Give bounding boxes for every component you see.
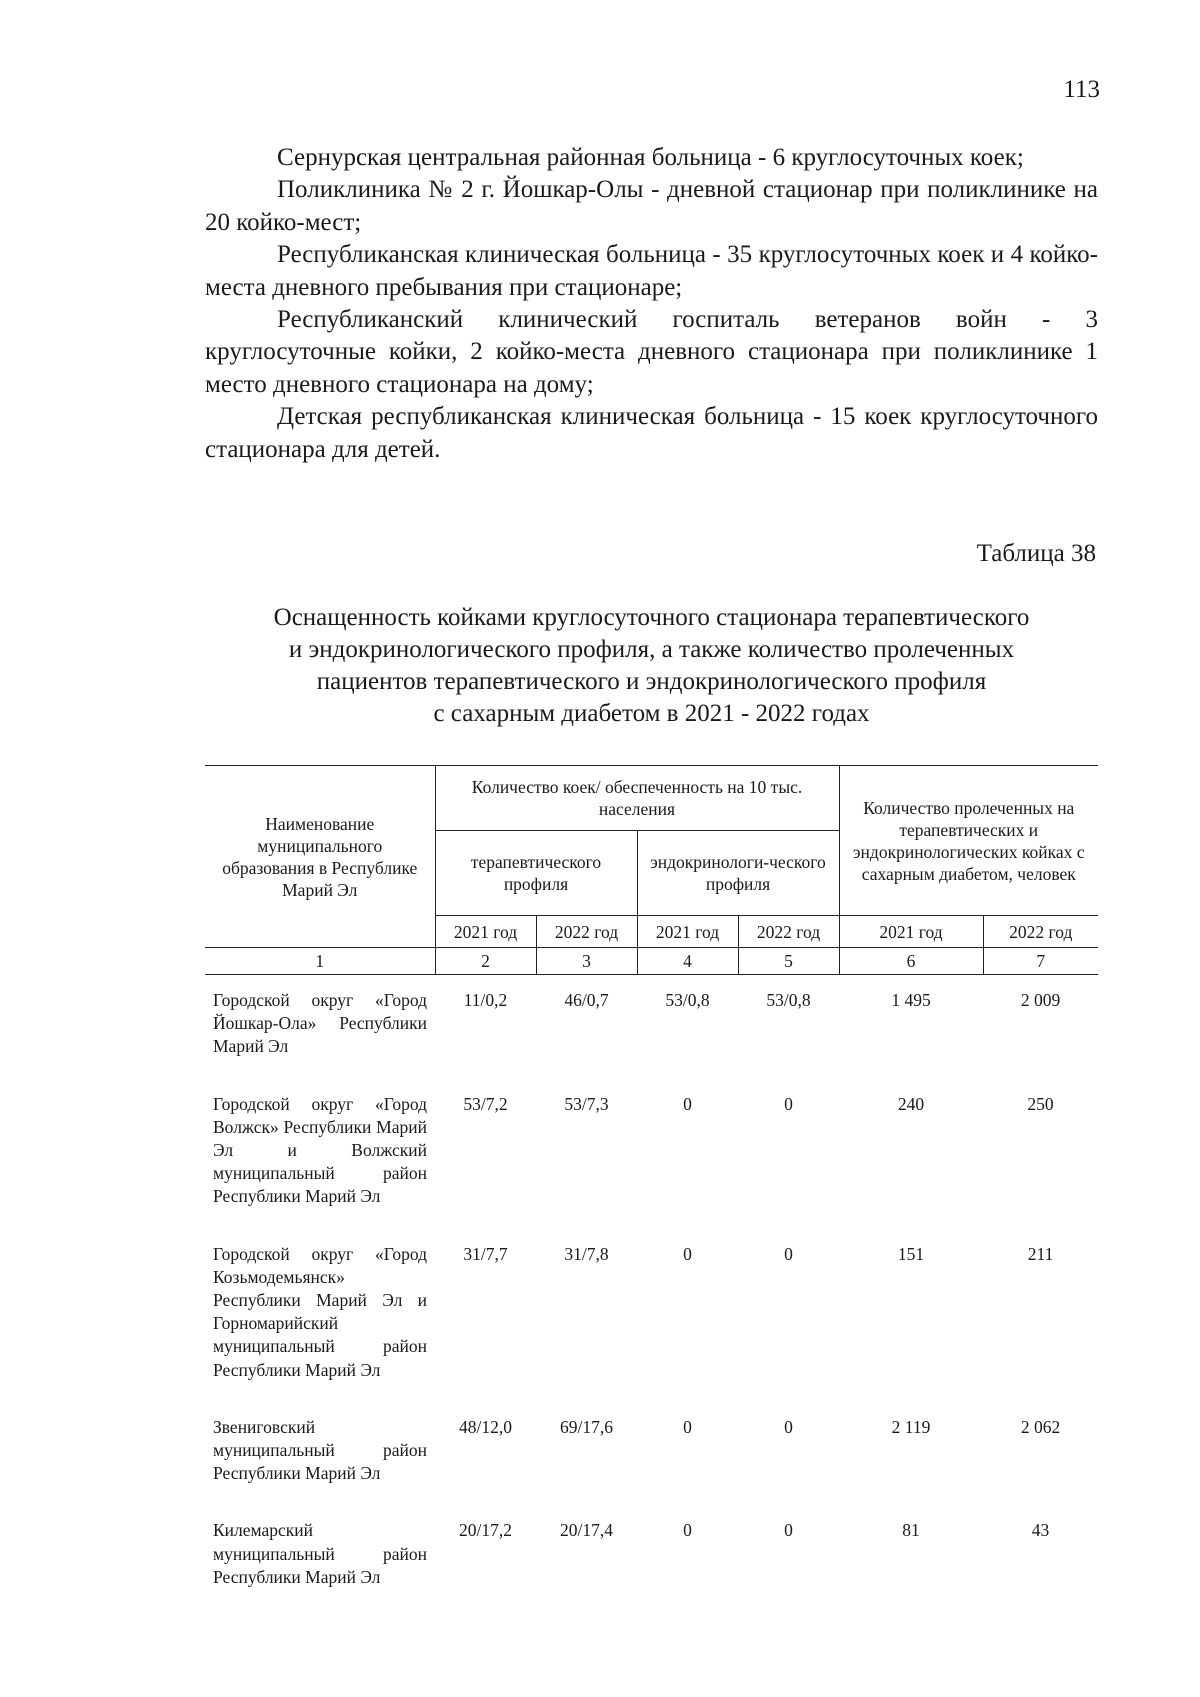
header-therapeutic: терапевтического профиля bbox=[435, 831, 637, 916]
header-year: 2022 год bbox=[738, 916, 839, 948]
header-endocrine: эндокринологи-ческого профиля bbox=[637, 831, 839, 916]
cell-value: 0 bbox=[784, 1416, 793, 1437]
cell-value: 81 bbox=[902, 1520, 920, 1541]
cell-value: 53/0,8 bbox=[665, 990, 710, 1010]
cell-value: 151 bbox=[897, 1243, 925, 1264]
cell-value: 53/7,2 bbox=[463, 1093, 508, 1114]
cell-value: 20/17,4 bbox=[560, 1520, 613, 1541]
paragraph: Сернурская центральная районная больница - 6 круглосуточных коек; bbox=[277, 144, 1024, 171]
table-row bbox=[205, 989, 1098, 1093]
cell-value: 31/7,8 bbox=[564, 1243, 609, 1264]
municipality-name: Звениговский муниципальный район Республики Марий Эл bbox=[213, 1416, 427, 1484]
header-year: 2022 год bbox=[983, 916, 1098, 948]
cell-value: 2 119 bbox=[891, 1416, 931, 1437]
column-number: 1 bbox=[205, 948, 435, 975]
column-number: 6 bbox=[839, 948, 983, 975]
body-text bbox=[205, 142, 1098, 466]
cell-value: 46/0,7 bbox=[564, 990, 609, 1010]
column-number: 5 bbox=[738, 948, 839, 975]
table-title-line: пациентов терапевтического и эндокринологического профиля bbox=[316, 668, 987, 695]
table-row bbox=[205, 1416, 1098, 1520]
cell-value: 11/0,2 bbox=[463, 990, 508, 1010]
column-number: 3 bbox=[536, 948, 637, 975]
municipality-name: Городской округ «Город Волжск» Республики Марий Эл и Волжский муниципальный район Республики Марий Эл bbox=[213, 1093, 427, 1207]
column-number: 7 bbox=[983, 948, 1098, 975]
cell-value: 2 062 bbox=[1020, 1416, 1061, 1437]
cell-value: 69/17,6 bbox=[560, 1416, 613, 1437]
cell-value: 20/17,2 bbox=[459, 1520, 512, 1541]
cell-value: 1 495 bbox=[891, 990, 931, 1010]
cell-value: 250 bbox=[1027, 1093, 1054, 1114]
header-year: 2022 год bbox=[536, 916, 637, 948]
cell-value: 53/0,8 bbox=[766, 990, 811, 1010]
header-year: 2021 год bbox=[435, 916, 536, 948]
header-year: 2021 год bbox=[637, 916, 738, 948]
municipality-name: Килемарский муниципальный район Республики Марий Эл bbox=[213, 1520, 427, 1587]
table-title bbox=[205, 602, 1098, 730]
header-year: 2021 год bbox=[839, 916, 983, 948]
table-title-line: и эндокринологического профиля, а также количество пролеченных bbox=[288, 636, 1015, 663]
cell-value: 0 bbox=[683, 1416, 692, 1437]
paragraph: Республиканская клиническая больница - 35 круглосуточных коек и 4 койко-места дневного пребывания при стационаре; bbox=[205, 241, 1098, 301]
table-title-line: Оснащенность койками круглосуточного стационара терапевтического bbox=[273, 604, 1030, 631]
cell-value: 43 bbox=[1031, 1520, 1050, 1541]
table-row bbox=[205, 1243, 1098, 1416]
paragraph: Поликлиника № 2 г. Йошкар-Олы - дневной стационар при поликлинике на 20 койко-мест; bbox=[205, 176, 1098, 236]
cell-value: 0 bbox=[784, 1093, 793, 1114]
cell-value: 0 bbox=[784, 1520, 793, 1541]
header-municipality: Наименование муниципального образования в Республике Марий Эл bbox=[205, 766, 435, 948]
page-number: 113 bbox=[1063, 76, 1100, 103]
header-treated-patients: Количество пролеченных на терапевтических и эндокринологических койках с сахарным диабетом, человек bbox=[839, 766, 1098, 916]
cell-value: 0 bbox=[683, 1520, 692, 1541]
cell-value: 0 bbox=[784, 1243, 793, 1264]
column-number: 4 bbox=[637, 948, 738, 975]
municipality-name: Городской округ «Город Йошкар-Ола» Республики Марий Эл bbox=[213, 990, 427, 1057]
beds-table bbox=[205, 765, 1098, 1623]
cell-value: 2 009 bbox=[1020, 990, 1061, 1010]
header-beds: Количество коек/ обеспеченность на 10 тыс. населения bbox=[435, 766, 839, 831]
cell-value: 48/12,0 bbox=[459, 1416, 512, 1437]
cell-value: 211 bbox=[1027, 1243, 1054, 1264]
municipality-name: Городской округ «Город Козьмодемьянск» Республики Марий Эл и Горномарийский муниципальный район Республики Марий Эл bbox=[213, 1243, 427, 1380]
column-number: 2 bbox=[435, 948, 536, 975]
table-label: Таблица 38 bbox=[976, 540, 1096, 567]
cell-value: 53/7,3 bbox=[564, 1093, 609, 1114]
cell-value: 0 bbox=[683, 1093, 692, 1114]
cell-value: 31/7,7 bbox=[463, 1243, 508, 1264]
table-row bbox=[205, 1519, 1098, 1623]
paragraph: Детская республиканская клиническая больница - 15 коек круглосуточного стационара для детей. bbox=[205, 403, 1098, 463]
cell-value: 240 bbox=[897, 1093, 925, 1114]
paragraph: Республиканский клинический госпиталь ветеранов войн - 3 круглосуточные койки, 2 койко-места дневного стационара при поликлинике 1 место дневного стационара на дому; bbox=[205, 306, 1098, 398]
cell-value: 0 bbox=[683, 1243, 692, 1264]
table-title-line: с сахарным диабетом в 2021 - 2022 годах bbox=[433, 700, 870, 727]
table-row bbox=[205, 1093, 1098, 1243]
